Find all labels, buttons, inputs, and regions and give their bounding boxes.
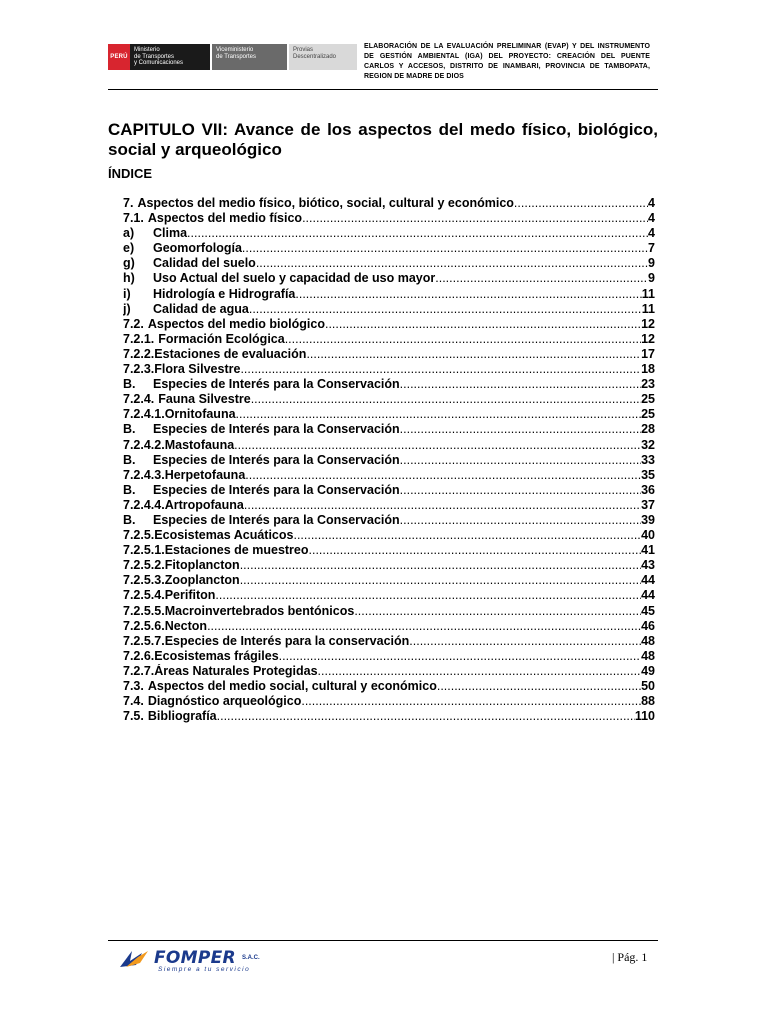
toc-entry-title: Fauna Silvestre: [158, 392, 251, 407]
toc-entry-page: 11: [641, 301, 655, 316]
toc-entry-title: 7.2.6.Ecosistemas frágiles: [123, 648, 279, 663]
toc-entry-number: 7.4.: [123, 694, 144, 709]
ministry-logo: Ministerio de Transportes y Comunicaciones: [130, 44, 210, 70]
toc-entry-page: 4: [648, 196, 655, 210]
toc-dot-leader: [309, 543, 642, 557]
toc-entry-page: 4: [648, 211, 655, 226]
toc-entry-title: Calidad de agua: [153, 301, 249, 316]
toc-entry[interactable]: [123, 498, 655, 513]
toc-entry-page: 4: [648, 226, 655, 241]
toc-entry-number: B.: [123, 452, 136, 467]
toc-entry-number: i): [123, 286, 131, 301]
toc-entry-page: 110: [634, 709, 655, 724]
toc-entry-title: 7.2.7.Áreas Naturales Protegidas: [123, 663, 318, 678]
toc-entry-title: Uso Actual del suelo y capacidad de uso mayor: [153, 271, 436, 286]
toc-entry[interactable]: [123, 422, 655, 437]
toc-entry[interactable]: [123, 468, 655, 483]
chapter-title: CAPITULO VII: Avance de los aspectos del medo físico, biológico, social y arqueológico: [108, 120, 658, 159]
toc-dot-leader: [256, 256, 648, 270]
toc-dot-leader: [295, 287, 641, 301]
toc-dot-leader: [234, 438, 641, 452]
toc-dot-leader: [400, 513, 641, 527]
toc-entry-number: 7.2.: [123, 316, 144, 331]
toc-entry-number: 7.: [123, 196, 134, 210]
toc-entry[interactable]: [123, 513, 655, 528]
toc-entry[interactable]: [123, 604, 655, 619]
toc-entry-page: 33: [641, 452, 655, 467]
toc-entry[interactable]: [123, 287, 655, 302]
toc-entry-page: 50: [641, 679, 655, 693]
toc-dot-leader: [217, 709, 635, 723]
toc-dot-leader: [187, 226, 648, 240]
toc-dot-leader: [249, 302, 642, 316]
toc-entry[interactable]: [123, 679, 655, 694]
fomper-swoosh-icon: [118, 947, 154, 971]
toc-dot-leader: [325, 317, 641, 331]
toc-dot-leader: [285, 332, 641, 346]
toc-dot-leader: [409, 634, 641, 648]
footer-divider: [108, 940, 658, 941]
toc-entry-title: Aspectos del medio físico: [147, 211, 303, 226]
fomper-logo: [118, 945, 278, 975]
toc-entry-title: 7.2.4.2.Mastofauna: [123, 437, 235, 452]
toc-entry-number: 7.2.1.: [123, 331, 155, 346]
toc-entry[interactable]: [123, 407, 655, 422]
toc-entry-number: e): [123, 241, 135, 256]
table-of-contents: [123, 196, 655, 724]
toc-entry-title: 7.2.4.4.Artropofauna: [123, 497, 244, 512]
toc-entry[interactable]: [123, 573, 655, 588]
toc-dot-leader: [293, 528, 641, 542]
toc-entry-title: 7.2.5.1.Estaciones de muestreo: [123, 543, 309, 558]
toc-entry-title: 7.2.5.6.Necton: [123, 618, 208, 633]
toc-dot-leader: [301, 694, 641, 708]
toc-entry-page: 25: [641, 392, 655, 407]
toc-entry-page: 18: [641, 362, 655, 377]
toc-dot-leader: [240, 362, 641, 376]
toc-entry[interactable]: [123, 332, 655, 347]
toc-entry-title: 7.2.5.5.Macroinvertebrados bentónicos: [123, 603, 355, 618]
toc-entry-page: 88: [641, 694, 655, 709]
toc-entry-page: 49: [641, 663, 655, 678]
institution-logos: [108, 44, 357, 70]
toc-entry-page: 45: [641, 603, 655, 618]
project-title: ELABORACIÓN DE LA EVALUACIÓN PRELIMINAR (EVAP) Y DEL INSTRUMENTO DE GESTIÓN AMBIENTAL (IGA) DEL PROYECTO: CREACIÓN DEL PUENTE CARLOS Y ACCESOS, DISTRITO DE INAMBARI, PROVINCIA DE TAMBOPATA, REGION DE MADRE DE DIOS: [364, 43, 650, 80]
toc-entry-page: 11: [641, 286, 655, 301]
toc-dot-leader: [242, 241, 648, 255]
toc-entry[interactable]: [123, 241, 655, 256]
toc-entry[interactable]: [123, 377, 655, 392]
toc-dot-leader: [240, 558, 641, 572]
toc-entry-title: Aspectos del medio social, cultural y económico: [147, 679, 437, 693]
toc-entry-number: B.: [123, 377, 136, 392]
toc-entry-page: 7: [648, 241, 655, 256]
toc-entry-page: 41: [641, 543, 655, 558]
toc-entry[interactable]: [123, 694, 655, 709]
toc-entry-title: Especies de Interés para la Conservación: [153, 377, 400, 392]
toc-entry-title: Formación Ecológica: [158, 331, 285, 346]
toc-dot-leader: [302, 211, 648, 225]
toc-entry-page: 25: [641, 407, 655, 422]
toc-entry-page: 37: [641, 497, 655, 512]
toc-dot-leader: [514, 196, 648, 210]
toc-entry-title: 7.2.5.Ecosistemas Acuáticos: [123, 528, 294, 543]
toc-entry-page: 12: [641, 316, 655, 331]
brand-tagline: Siempre a tu servicio: [158, 966, 251, 973]
toc-entry-number: j): [123, 301, 131, 316]
toc-entry[interactable]: [123, 226, 655, 241]
toc-entry[interactable]: [123, 196, 655, 211]
toc-entry-title: Especies de Interés para la Conservación: [153, 422, 400, 437]
toc-entry-title: 7.2.5.4.Perifiton: [123, 588, 216, 603]
toc-entry-title: Geomorfología: [153, 241, 242, 256]
toc-entry-title: Hidrología e Hidrografía: [153, 286, 296, 301]
toc-entry-title: 7.2.4.3.Herpetofauna: [123, 467, 246, 482]
document-header: [108, 40, 658, 90]
index-heading: ÍNDICE: [108, 166, 153, 181]
toc-entry[interactable]: [123, 558, 655, 573]
toc-entry-page: 48: [641, 648, 655, 663]
peru-logo: PERÚ: [108, 44, 130, 70]
toc-entry-number: 7.3.: [123, 679, 144, 693]
toc-entry-title: Especies de Interés para la Conservación: [153, 482, 400, 497]
toc-dot-leader: [279, 649, 641, 663]
toc-entry-page: 40: [641, 528, 655, 543]
toc-entry[interactable]: [123, 528, 655, 543]
toc-dot-leader: [306, 347, 641, 361]
toc-entry-page: 9: [648, 271, 655, 286]
toc-entry-page: 28: [641, 422, 655, 437]
toc-dot-leader: [244, 498, 641, 512]
toc-dot-leader: [240, 573, 641, 587]
toc-entry[interactable]: [123, 664, 655, 679]
toc-entry-number: a): [123, 226, 135, 241]
toc-entry-number: B.: [123, 512, 136, 527]
brand-name: FOMPER: [154, 948, 236, 968]
toc-entry[interactable]: [123, 271, 655, 286]
toc-entry[interactable]: [123, 649, 655, 664]
toc-entry-page: 23: [641, 377, 655, 392]
toc-dot-leader: [215, 588, 641, 602]
toc-entry-number: 7.5.: [123, 709, 144, 724]
provias-logo: Provias Descentralizado: [289, 44, 357, 70]
toc-entry-number: B.: [123, 422, 136, 437]
toc-entry-number: B.: [123, 482, 136, 497]
toc-entry[interactable]: [123, 347, 655, 362]
toc-entry-page: 32: [641, 437, 655, 452]
toc-entry-page: 9: [648, 256, 655, 271]
toc-entry[interactable]: [123, 619, 655, 634]
toc-entry[interactable]: [123, 392, 655, 407]
toc-entry-page: 48: [641, 633, 655, 648]
toc-entry-title: 7.2.4.1.Ornitofauna: [123, 407, 236, 422]
toc-dot-leader: [318, 664, 642, 678]
toc-entry-number: g): [123, 256, 135, 271]
toc-dot-leader: [354, 604, 641, 618]
toc-dot-leader: [207, 619, 641, 633]
toc-entry-title: Diagnóstico arqueológico: [147, 694, 302, 709]
toc-entry-title: Aspectos del medio físico, biótico, social, cultural y económico: [137, 196, 514, 210]
toc-entry[interactable]: [123, 438, 655, 453]
toc-dot-leader: [400, 453, 641, 467]
toc-entry-title: Clima: [153, 226, 188, 241]
toc-dot-leader: [400, 422, 641, 436]
toc-entry-page: 39: [641, 512, 655, 527]
toc-entry-page: 43: [641, 558, 655, 573]
page-number: | Pág. 1: [612, 950, 648, 964]
toc-dot-leader: [437, 679, 641, 693]
vice-ministry-logo: Viceministerio de Transportes: [212, 44, 287, 70]
toc-entry[interactable]: [123, 634, 655, 649]
toc-entry-title: 7.2.3.Flora Silvestre: [123, 362, 241, 377]
brand-suffix: S.A.C.: [242, 955, 260, 961]
toc-entry-title: 7.2.2.Estaciones de evaluación: [123, 346, 307, 361]
toc-entry-title: Bibliografía: [147, 709, 217, 724]
toc-dot-leader: [236, 407, 642, 421]
toc-entry-page: 44: [641, 588, 655, 603]
toc-entry-page: 44: [641, 573, 655, 588]
toc-dot-leader: [400, 377, 641, 391]
toc-entry[interactable]: [123, 256, 655, 271]
toc-entry[interactable]: [123, 483, 655, 498]
toc-entry-page: 35: [641, 467, 655, 482]
toc-entry-title: 7.2.5.3.Zooplancton: [123, 573, 240, 588]
toc-dot-leader: [245, 468, 641, 482]
toc-entry-page: 36: [641, 482, 655, 497]
toc-entry[interactable]: [123, 588, 655, 603]
toc-entry[interactable]: [123, 453, 655, 468]
toc-entry-title: Aspectos del medio biológico: [147, 316, 325, 331]
toc-entry-title: Calidad del suelo: [153, 256, 256, 271]
toc-entry[interactable]: [123, 317, 655, 332]
toc-entry-title: Especies de Interés para la Conservación: [153, 452, 400, 467]
toc-entry-title: Especies de Interés para la Conservación: [153, 512, 400, 527]
toc-entry-title: 7.2.5.2.Fitoplancton: [123, 558, 240, 573]
toc-dot-leader: [435, 271, 648, 285]
toc-entry-page: 17: [641, 346, 655, 361]
toc-entry-title: 7.2.5.7.Especies de Interés para la conservación: [123, 633, 410, 648]
toc-entry[interactable]: [123, 211, 655, 226]
toc-entry[interactable]: [123, 362, 655, 377]
toc-entry-page: 46: [641, 618, 655, 633]
header-divider: [108, 89, 658, 90]
toc-entry-number: 7.1.: [123, 211, 144, 226]
toc-entry[interactable]: [123, 302, 655, 317]
toc-entry-page: 12: [641, 331, 655, 346]
toc-entry[interactable]: [123, 709, 655, 724]
toc-entry-number: 7.2.4.: [123, 392, 155, 407]
toc-dot-leader: [400, 483, 641, 497]
toc-dot-leader: [251, 392, 641, 406]
toc-entry[interactable]: [123, 543, 655, 558]
toc-entry-number: h): [123, 271, 135, 286]
